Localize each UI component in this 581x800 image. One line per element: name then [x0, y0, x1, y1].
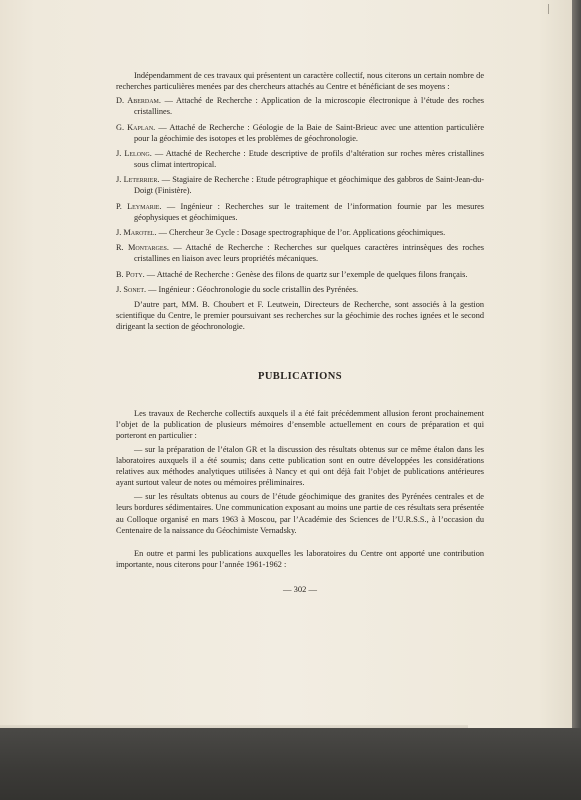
researcher-description: — Attaché de Recherche : Géologie de la Baie de Saint-Brieuc avec une attention particulière pour la géochimie des isotopes et les problèmes de géochronologie. — [134, 122, 484, 143]
researcher-entry — [116, 174, 484, 196]
scan-border — [572, 0, 581, 728]
researcher-name: D. Aberdam. — [116, 96, 161, 106]
researcher-name: J. Leterrier. — [116, 175, 160, 185]
researcher-description: — Attaché de Recherche : Etude descriptive de profils d’altération sur roches mères cristallines sous climat intertropical. — [134, 148, 484, 170]
researcher-entry — [116, 95, 484, 117]
section-heading: PUBLICATIONS — [258, 370, 342, 382]
researcher-entry — [116, 122, 484, 144]
page-content — [116, 70, 484, 595]
publications-item: — sur les résultats obtenus au cours de l’étude géochimique des granites des Pyrénées centrales et de leurs bordures sédimentaires. Une communication exposant au moins une partie de ces résultats sera présentée au Colloque organisé en mars 1963 à Moscou, par l’Académie des Sciences de l’U.R.S.S., à l’occasion du Centenaire de la naissance du Géochimiste Vernadsky. — [116, 492, 484, 535]
researcher-list — [116, 95, 484, 295]
scan-background — [0, 728, 581, 800]
page-mark — [548, 4, 549, 14]
researcher-name: G. Kaplan. — [116, 122, 156, 132]
researcher-name: P. Leymarie. — [116, 201, 162, 211]
researcher-name: J. Marotel. — [116, 228, 157, 238]
researcher-entry — [116, 148, 484, 170]
researcher-entry — [116, 201, 484, 223]
researcher-description: — Attaché de Recherche : Genèse des filons de quartz sur l’exemple de quelques filons français. — [144, 269, 468, 279]
researcher-name: J. Sonet. — [116, 285, 147, 294]
researcher-name: J. Lelong. — [116, 148, 152, 158]
researcher-description: — Stagiaire de Recherche : Etude pétrographique et géochimique des gabbros de Saint-Jean-du-Doigt (Finistère). — [134, 175, 485, 196]
researcher-description: — Ingénieur : Géochronologie du socle cristallin des Pyrénées. — [146, 285, 359, 294]
researcher-description: — Chercheur 3e Cycle : Dosage spectrographique de l’or. Applications géochimiques. — [156, 228, 446, 238]
researcher-entry — [116, 269, 484, 280]
publications-item: — sur la préparation de l’étalon GR et la discussion des résultats obtenus sur ce même étalon dans les laboratoires auxquels il a été soumis; dans cette publication sont en outre développées les considérations relatives aux méthodes analytiques utilisées à Nancy et qui ont déjà fait l’objet de publications antérieures ayant surtout valeur de notes ou mémoires préliminaires. — [116, 444, 484, 488]
researcher-entry — [116, 227, 484, 238]
closing-paragraph: En outre et parmi les publications auxquelles les laboratoires du Centre ont apporté une contribution importante, nous citerons pour l’année 1961-1962 : — [116, 548, 484, 569]
researcher-entry — [116, 284, 484, 295]
directors-paragraph: D’autre part, MM. B. Choubert et F. Leutwein, Directeurs de Recherche, sont associés à la gestion scientifique du Centre, le premier poursuivant ses recherches sur la géochimie des roches ignées et le second dirigeant la section de géochronologie. — [116, 300, 484, 332]
researcher-description: — Attaché de Recherche : Recherches sur quelques caractères intrinsèques des roches cristallines en liaison avec leurs propriétés mécaniques. — [134, 243, 484, 264]
researcher-entry — [116, 242, 484, 264]
researcher-name: R. Montarges. — [116, 243, 169, 253]
researcher-description: — Attaché de Recherche : Application de la microscopie électronique à l’étude des roches cristallines. — [134, 96, 484, 117]
researcher-description: — Ingénieur : Recherches sur le traitement de l’information fournie par les mesures géophysiques et géochimiques. — [134, 201, 484, 222]
researcher-name: B. Poty. — [116, 269, 145, 279]
intro-paragraph: Indépendamment de ces travaux qui présentent un caractère collectif, nous citerons un certain nombre de recherches particulières menées par des chercheurs attachés au Centre et bénéficiant de ses moyens : — [116, 71, 484, 92]
page-number: — 302 — — [283, 583, 317, 594]
publications-intro: Les travaux de Recherche collectifs auxquels il a été fait précédemment allusion feront prochainement l’objet de la publication de plusieurs mémoires d’ensemble actuellement en cours de préparation et qui porteront en particulier : — [116, 408, 484, 440]
